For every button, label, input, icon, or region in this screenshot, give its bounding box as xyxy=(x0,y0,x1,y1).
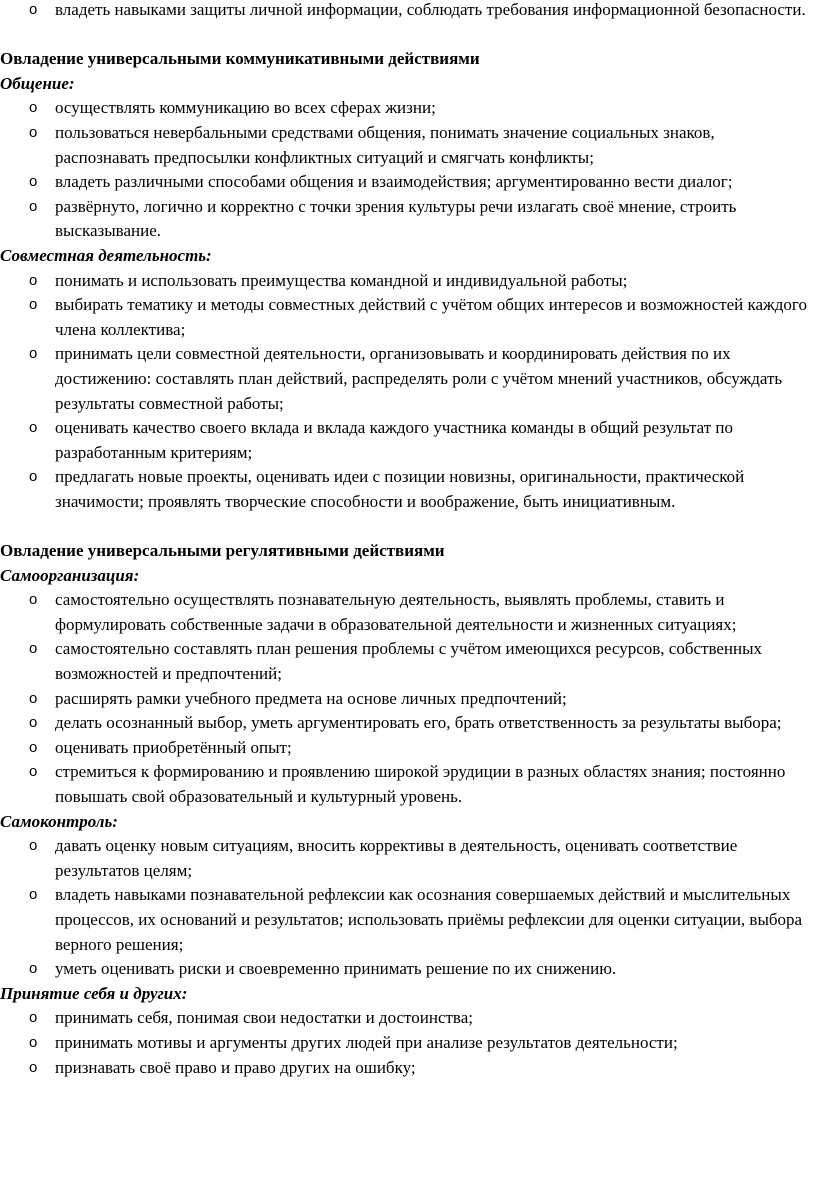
bullet-marker-icon: o xyxy=(29,1058,38,1076)
list-item xyxy=(0,1056,812,1081)
list-item xyxy=(0,957,812,982)
list-item xyxy=(0,0,812,23)
list-item-text: делать осознанный выбор, уметь аргументировать его, брать ответственность за результаты выбора; xyxy=(55,713,782,733)
list-item-text: принимать цели совместной деятельности, организовывать и координировать действия по их достижению: составлять план действий, распределять роли с учётом мнений участников, обсуждать результаты совместной работы; xyxy=(55,344,783,413)
list-item xyxy=(0,1006,812,1031)
list-item-text: владеть навыками познавательной рефлексии как осознания совершаемых действий и мыслительных процессов, их оснований и результатов; использовать приёмы рефлексии для оценки ситуации, выбора верного решения; xyxy=(55,885,803,954)
list-item xyxy=(0,121,812,170)
bullet-marker-icon: o xyxy=(29,173,38,191)
list-item-text: признавать своё право и право других на ошибку; xyxy=(55,1057,416,1077)
list-item-text: оценивать качество своего вклада и вклада каждого участника команды в общий результат по разработанным критериям; xyxy=(55,418,733,462)
list-item-text: самостоятельно составлять план решения проблемы с учётом имеющихся ресурсов, собственных возможностей и предпочтений; xyxy=(55,639,763,684)
list-item xyxy=(0,170,812,195)
section-heading-regulatory: Овладение универсальными регулятивными действиями xyxy=(0,541,445,561)
list-item-text: уметь оценивать риски и своевременно принимать решение по их снижению. xyxy=(55,959,617,979)
list-item xyxy=(0,342,812,416)
list-item xyxy=(0,588,812,637)
bullet-marker-icon: o xyxy=(29,197,38,215)
joint-activity-list xyxy=(0,269,812,515)
list-item xyxy=(0,269,812,294)
self-organization-list xyxy=(0,588,812,809)
subsection-heading-communication: Общение: xyxy=(0,73,75,93)
list-item xyxy=(0,1031,812,1056)
subsection-heading-self-organization: Самоорганизация: xyxy=(0,565,140,585)
list-item xyxy=(0,465,812,514)
bullet-marker-icon: o xyxy=(29,689,38,707)
list-item xyxy=(0,711,812,736)
spacer xyxy=(0,23,812,48)
list-item-text: расширять рамки учебного предмета на основе личных предпочтений; xyxy=(55,688,567,708)
bullet-marker-icon: o xyxy=(29,1033,38,1051)
bullet-marker-icon: o xyxy=(29,714,38,732)
list-item-text: развёрнуто, логично и корректно с точки зрения культуры речи излагать своё мнение, строить высказывание. xyxy=(55,196,737,241)
list-item xyxy=(0,195,812,244)
list-item-text: пользоваться невербальными средствами общения, понимать значение социальных знаков, распознавать предпосылки конфликтных ситуаций и смягчать конфликты; xyxy=(55,122,715,167)
list-item xyxy=(0,883,812,957)
communication-list xyxy=(0,96,812,244)
list-item xyxy=(0,760,812,809)
list-item-text: выбирать тематику и методы совместных действий с учётом общих интересов и возможностей каждого члена коллектива; xyxy=(55,295,807,339)
list-item-text: владеть различными способами общения и взаимодействия; аргументированно вести диалог; xyxy=(55,172,733,192)
spacer xyxy=(0,514,812,539)
list-item-text: самостоятельно осуществлять познавательную деятельность, выявлять проблемы, ставить и формулировать собственные задачи в образовательной деятельности и жизненных ситуациях; xyxy=(55,590,737,634)
bullet-marker-icon: o xyxy=(29,886,38,904)
bullet-marker-icon: o xyxy=(29,738,38,756)
bullet-marker-icon: o xyxy=(29,99,38,117)
list-item-text: владеть навыками защиты личной информации, соблюдать требования информационной безопасности. xyxy=(55,0,806,19)
bullet-marker-icon: o xyxy=(29,763,38,781)
bullet-marker-icon: o xyxy=(29,271,38,289)
bullet-marker-icon: o xyxy=(29,837,38,855)
list-item xyxy=(0,293,812,342)
self-control-list xyxy=(0,834,812,982)
bullet-marker-icon: o xyxy=(29,591,38,609)
bullet-marker-icon: o xyxy=(29,1009,38,1027)
bullet-marker-icon: o xyxy=(29,960,38,978)
list-item xyxy=(0,416,812,465)
subsection-heading-self-control: Самоконтроль: xyxy=(0,811,118,831)
list-item-text: оценивать приобретённый опыт; xyxy=(55,737,292,757)
list-item-text: предлагать новые проекты, оценивать идеи с позиции новизны, оригинальности, практической значимости; проявлять творческие способности и воображение, быть инициативным. xyxy=(55,467,745,511)
list-item xyxy=(0,834,812,883)
list-item-text: принимать себя, понимая свои недостатки и достоинства; xyxy=(55,1008,473,1028)
list-item xyxy=(0,687,812,712)
list-item-text: давать оценку новым ситуациям, вносить коррективы в деятельность, оценивать соответствие результатов целям; xyxy=(55,836,738,880)
list-item xyxy=(0,637,812,686)
bullet-marker-icon: o xyxy=(29,296,38,314)
subsection-heading-acceptance: Принятие себя и других: xyxy=(0,983,188,1003)
list-item-text: принимать мотивы и аргументы других людей при анализе результатов деятельности; xyxy=(55,1032,678,1052)
subsection-heading-joint-activity: Совместная деятельность: xyxy=(0,245,212,265)
list-item-text: осуществлять коммуникацию во всех сферах жизни; xyxy=(55,98,436,118)
list-item-text: стремиться к формированию и проявлению широкой эрудиции в разных областях знания; постоянно повышать свой образовательный и культурный уровень. xyxy=(55,762,786,806)
section-heading-communicative: Овладение универсальными коммуникативными действиями xyxy=(0,49,480,69)
bullet-marker-icon: o xyxy=(29,640,38,658)
bullet-marker-icon: o xyxy=(29,345,38,363)
intro-list xyxy=(0,0,812,23)
bullet-marker-icon: o xyxy=(29,468,38,486)
list-item-text: понимать и использовать преимущества командной и индивидуальной работы; xyxy=(55,270,628,290)
bullet-marker-icon: o xyxy=(29,419,38,437)
list-item xyxy=(0,736,812,761)
bullet-marker-icon: o xyxy=(29,123,38,141)
list-item xyxy=(0,96,812,121)
acceptance-list xyxy=(0,1006,812,1080)
bullet-marker-icon: o xyxy=(29,1,38,18)
